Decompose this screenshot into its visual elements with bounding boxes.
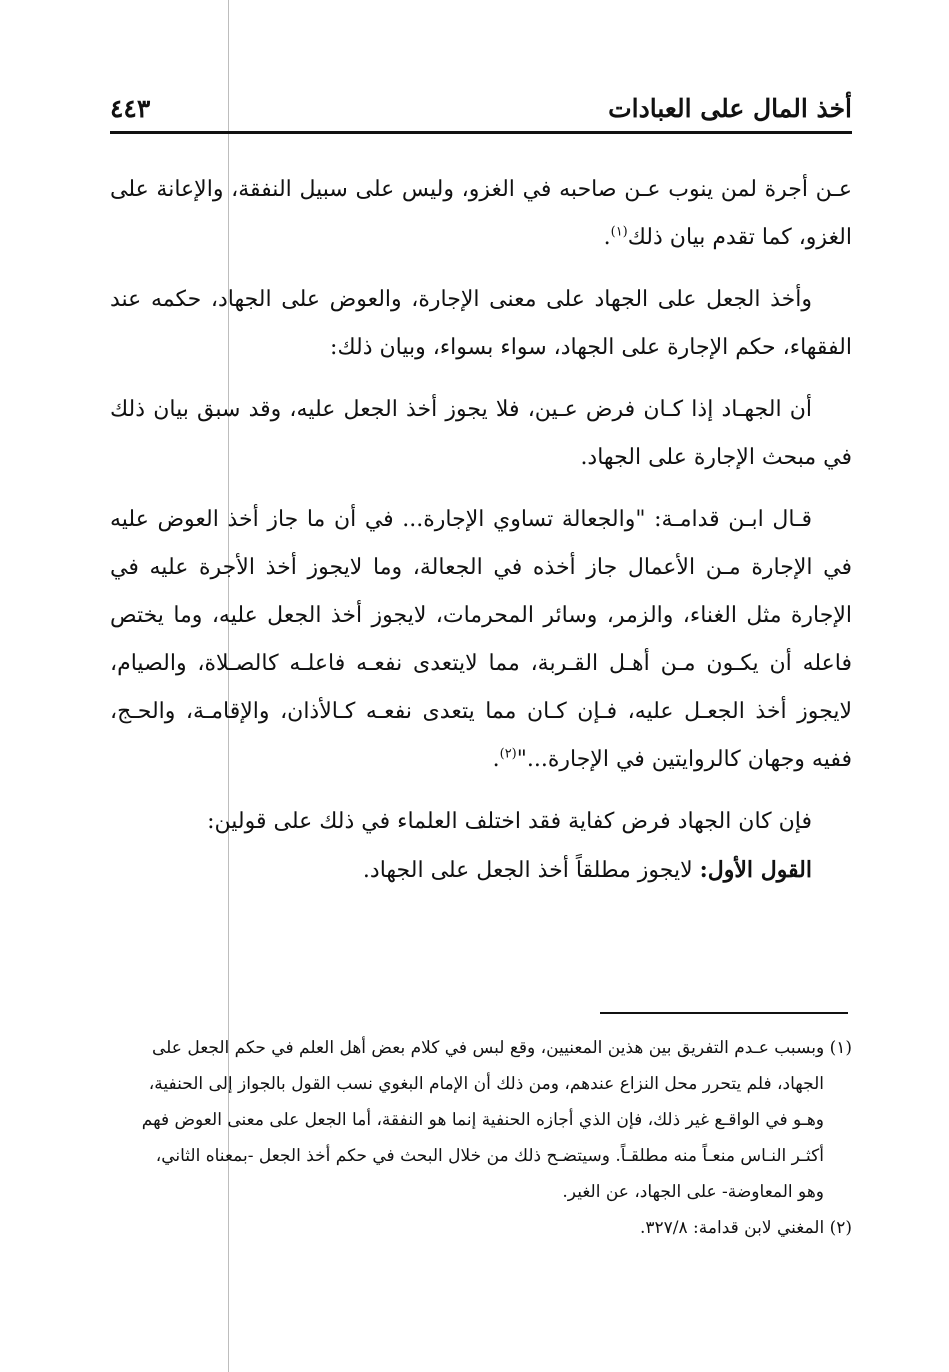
running-title: أخذ المال على العبادات [608, 94, 852, 123]
paragraph: قـال ابـن قدامـة: "والجعالة تساوي الإجارة... في أن ما جاز أخذ العوض عليه في الإجارة مـن الأعمال جاز أخذه في الجعالة، وما لايجوز أخذ الأجرة عليه في الإجارة مثل الغناء، والزمر، وسائر المحرمات، لايجوز أخذ الجعل عليه، وما يختص فاعله أن يكـون مـن أهـل القـربة، مما لايتعدى نفعـه فاعلـه كالصـلاة، والصيام، لايجوز أخذ الجعـل عليه، فـإن كـان مما يتعدى نفعـه كـالأذان، والإقامـة، والحـج، ففيه وجهان كالروايتين في الإجارة..."$^{(٢)}$. [110, 507, 852, 772]
footnotes [110, 1030, 852, 1246]
paragraph: عـن أجرة لمن ينوب عـن صاحبه في الغزو، وليس على سبيل النفقة، والإعانة على الغزو، كما تقدم بيان ذلك$^{(١)}$. [110, 177, 852, 250]
main-text [110, 166, 852, 909]
footnote-ref[interactable]: (١) [610, 224, 628, 240]
paragraph: وأخذ الجعل على الجهاد على معنى الإجارة، والعوض على الجهاد، حكمه عند الفقهاء، حكم الإجارة على الجهاد، سواء بسواء، وبيان ذلك: [110, 287, 852, 360]
footnote-line: وهو المعاوضة- على الجهاد، عن الغير. [562, 1182, 824, 1202]
opinion-label: القول الأول: [699, 857, 812, 883]
footnote-line: وهـو في الواقـع غير ذلك، فإن الذي أجازه الحنفية إنما هو النفقة، أما الجعل على معنى العوض فهم [141, 1110, 824, 1130]
footnote-ref[interactable]: (٢) [499, 746, 517, 762]
header-rule [110, 131, 852, 134]
paragraph: فإن كان الجهاد فرض كفاية فقد اختلف العلماء في ذلك على قولين: [207, 809, 812, 834]
running-header [110, 92, 852, 128]
footnote-line: الجهاد، فلم يتحرر محل النزاع عندهم، ومن ذلك أن الإمام البغوي نسب القول بالجواز إلى الحنفية، [148, 1074, 824, 1094]
page-number: ٤٤٣ [110, 94, 151, 123]
first-opinion [110, 846, 852, 895]
footnote-separator [600, 1012, 848, 1014]
opinion-text: لايجوز مطلقاً أخذ الجعل على الجهاد. [362, 858, 693, 883]
footnote-line: أكثـر النـاس منعـاً منه مطلقـاً. وسيتضـح ذلك من خلال البحث في حكم أخذ الجعل -بمعناه الثاني، [155, 1146, 824, 1166]
paragraph: أن الجهـاد إذا كـان فرض عـين، فلا يجوز أخذ الجعل عليه، وقد سبق بيان ذلك في مبحث الإجارة على الجهاد. [110, 397, 852, 470]
footnote-2: (٢) المغني لابن قدامة: ٣٢٧/٨. [639, 1218, 852, 1238]
footnote-line: (١) وبسبب عـدم التفريق بين هذين المعنيين، وقع لبس في كلام بعض أهل العلم في حكم الجعل على [151, 1038, 852, 1058]
